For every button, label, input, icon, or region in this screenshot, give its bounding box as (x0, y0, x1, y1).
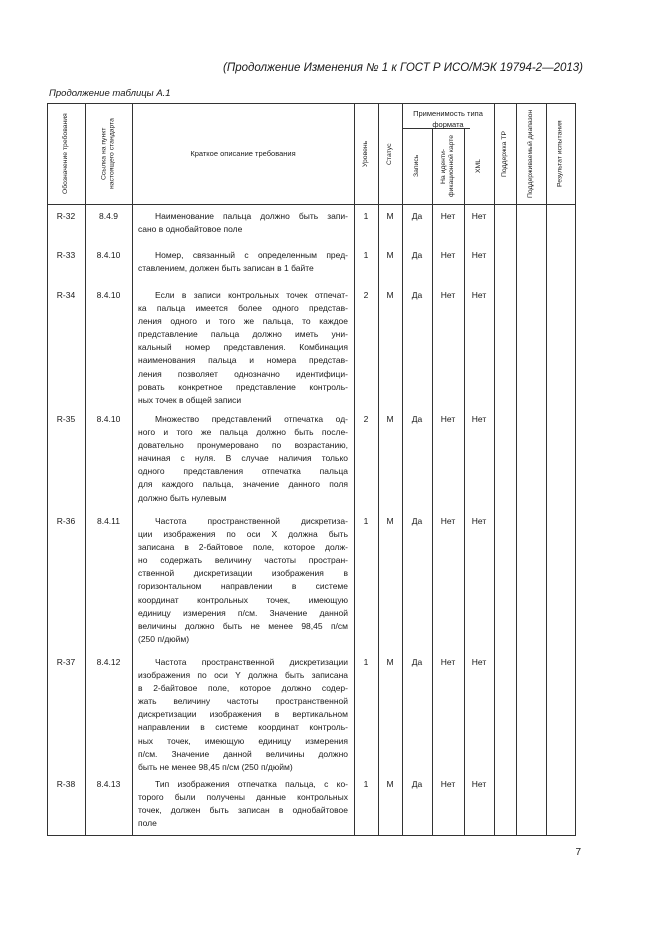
row-record: Да (411, 657, 423, 667)
description-line: ровать конкретное представление контроль- (138, 381, 348, 392)
description-line: Наименование пальца должно быть запи- (155, 211, 348, 221)
header-reference: Ссылка на пункт настоящего стандарта (100, 118, 116, 190)
row-xml: Нет (471, 290, 487, 300)
description-line: горизонтальном направлении в системе (138, 581, 348, 592)
description-line: кальный номер представления. Комбинация (138, 342, 348, 353)
description-line: Частота пространственной дискретизации (155, 657, 348, 667)
header-applicability: Применимость типа формата (413, 109, 483, 129)
row-level: 2 (363, 290, 369, 300)
row-reference: 8.4.10 (96, 290, 121, 300)
row-id: R-35 (56, 414, 76, 424)
description-line: наименования пальца и номера представ- (138, 355, 348, 366)
row-on-card: Нет (440, 414, 456, 424)
row-on-card: Нет (440, 250, 456, 260)
description-line: но содержать величину частоты простран- (138, 555, 348, 566)
header-status: Статус (385, 143, 393, 165)
row-status: M (386, 250, 394, 260)
row-record: Да (411, 290, 423, 300)
description-line: ного и того же пальца должно быть после- (138, 427, 348, 438)
page-header: (Продолжение Изменения № 1 к ГОСТ Р ИСО/МЭК 19794-2—2013) (223, 62, 583, 74)
description-line: изображения по оси Y должна быть записана (138, 670, 348, 681)
row-level: 1 (363, 657, 369, 667)
row-reference: 8.4.13 (96, 779, 121, 789)
description-line: ных точек, имеющую единицу измерения (138, 735, 348, 746)
description-line: в 2-байтовое поле, которое должно содер- (138, 683, 348, 694)
row-status: M (386, 657, 394, 667)
row-reference: 8.4.9 (99, 211, 118, 221)
header-xml: XML (474, 159, 482, 173)
description-line: быть не менее 98,45 п/см (250 п/дюйм) (138, 761, 293, 772)
row-xml: Нет (471, 516, 487, 526)
description-line: дискретизации изображения в вертикальном (138, 709, 348, 720)
row-xml: Нет (471, 414, 487, 424)
row-xml: Нет (471, 250, 487, 260)
row-reference: 8.4.10 (96, 250, 121, 260)
row-description (138, 778, 348, 830)
description-line: довательно пронумеровано по возрастанию, (138, 440, 348, 451)
page-number: 7 (575, 847, 581, 858)
description-line: Если в записи контрольных точек отпечат- (155, 290, 348, 300)
description-line: для каждого пальца, значение данного поля (138, 479, 348, 490)
row-status: M (386, 211, 394, 221)
row-description (138, 656, 348, 774)
row-level: 2 (363, 414, 369, 424)
row-level: 1 (363, 250, 369, 260)
row-on-card: Нет (440, 779, 456, 789)
row-id: R-37 (56, 657, 76, 667)
description-line: Множество представлений отпечатка од- (155, 414, 348, 424)
description-line: Частота пространственной дискретиза- (155, 516, 348, 526)
description-line: одного представления отпечатка пальца (138, 466, 348, 477)
row-id: R-33 (56, 250, 76, 260)
description-line: направлении в системе координат контроль- (138, 722, 348, 733)
row-xml: Нет (471, 779, 487, 789)
table-continuation-label: Продолжение таблицы А.1 (49, 88, 171, 99)
description-line: единицу измерения п/см. Значение данной (138, 607, 348, 618)
description-line: сано в однобайтовое поле (138, 224, 243, 235)
row-record: Да (411, 211, 423, 221)
description-line: ных точек в общей записи (138, 394, 242, 405)
description-line: торого были получены данные контрольных (138, 792, 348, 803)
row-level: 1 (363, 211, 369, 221)
header-test-results: Результат испытания (556, 120, 564, 188)
row-on-card: Нет (440, 211, 456, 221)
description-line: точек, должен быть записан в однобайтовое (138, 805, 348, 816)
row-description (138, 515, 348, 646)
row-on-card: Нет (440, 657, 456, 667)
row-description (138, 210, 348, 236)
row-id: R-32 (56, 211, 76, 221)
row-description (138, 413, 348, 505)
row-id: R-38 (56, 779, 76, 789)
row-description (138, 289, 348, 407)
description-line: п/см. Значение данной величины должно (138, 748, 348, 759)
description-line: величины должно быть не менее 98,45 п/см (138, 620, 348, 631)
header-supported-range: Поддерживаемый диапазон (526, 109, 534, 199)
row-record: Да (411, 250, 423, 260)
header-designation: Обозначение требования (61, 113, 69, 195)
row-status: M (386, 779, 394, 789)
description-line: ка пальца имеется более одного представ- (138, 303, 348, 314)
description-line: (250 п/дюйм) (138, 633, 190, 644)
row-description (138, 249, 348, 275)
description-line: должно быть нулевым (138, 492, 227, 503)
row-id: R-34 (56, 290, 76, 300)
row-xml: Нет (471, 657, 487, 667)
row-status: M (386, 414, 394, 424)
row-status: M (386, 516, 394, 526)
description-line: координат контрольных точек, имеющую (138, 594, 348, 605)
row-level: 1 (363, 516, 369, 526)
header-level: Уровень (361, 140, 369, 168)
row-reference: 8.4.12 (96, 657, 121, 667)
description-line: ления позволяет однозначно идентифици- (138, 368, 348, 379)
description-line: Номер, связанный с определенным пред- (155, 250, 348, 260)
row-status: M (386, 290, 394, 300)
description-line: поле (138, 818, 157, 829)
row-record: Да (411, 516, 423, 526)
row-record: Да (411, 779, 423, 789)
row-level: 1 (363, 779, 369, 789)
description-line: представление пальца должно иметь уни- (138, 329, 348, 340)
row-id: R-36 (56, 516, 76, 526)
description-line: Тип изображения отпечатка пальца, с ко- (155, 779, 348, 789)
header-on-card: На иденти-фикационной карте (439, 134, 455, 198)
row-reference: 8.4.11 (96, 516, 120, 526)
description-line: записана в 2-байтовое поле, которое долж- (138, 542, 348, 553)
description-line: ления одного и того же пальца, то каждое (138, 316, 348, 327)
requirements-table (47, 103, 575, 836)
description-line: ставлением, должен быть записан в 1 байте (138, 263, 314, 274)
description-line: ции изображения по оси X должна быть (138, 529, 348, 540)
row-on-card: Нет (440, 290, 456, 300)
description-line: ственной дискретизации изображения в (138, 568, 348, 579)
row-reference: 8.4.10 (96, 414, 121, 424)
header-tp-support: Поддержка ТР (500, 130, 508, 178)
header-record: Запись (412, 154, 420, 178)
row-record: Да (411, 414, 423, 424)
row-xml: Нет (471, 211, 487, 221)
header-description: Краткое описание требования (190, 149, 296, 158)
description-line: начиная с нуля. В случае наличия только (138, 453, 348, 464)
row-on-card: Нет (440, 516, 456, 526)
description-line: жать величину частоты пространственной (138, 696, 348, 707)
